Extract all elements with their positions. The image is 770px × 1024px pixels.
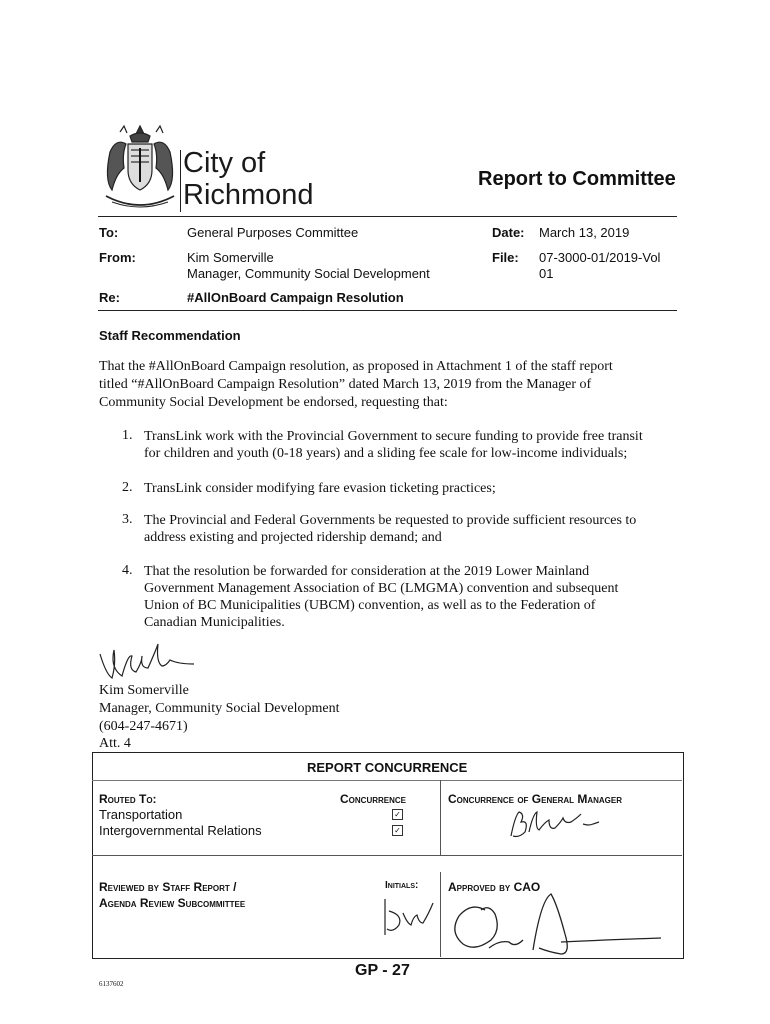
attachments-count: Att. 4 <box>99 736 131 751</box>
logo-city-of: City of <box>183 147 266 179</box>
file-value-line1: 07-3000-01/2019-Vol <box>539 250 661 265</box>
routed-item-intergovernmental: Intergovernmental Relations <box>99 823 262 838</box>
signer-title: Manager, Community Social Development <box>99 701 340 716</box>
item-3-number: 3. <box>122 512 133 527</box>
from-name: Kim Somerville <box>187 250 274 265</box>
item-4-line-1: That the resolution be forwarded for consideration at the 2019 Lower Mainland <box>144 564 590 579</box>
concurrence-mid-rule <box>92 855 682 856</box>
gm-concurrence-label: Concurrence of General Manager <box>448 792 623 806</box>
intro-line-3: Community Social Development be endorsed, requesting that: <box>99 395 448 410</box>
initials-label: Initials: <box>385 880 419 891</box>
reviewer-initials-signature <box>383 893 438 943</box>
logo-divider <box>180 150 181 212</box>
file-label: File: <box>492 250 519 265</box>
item-3-line-2: address existing and projected ridership demand; and <box>144 530 442 545</box>
logo-richmond: Richmond <box>183 179 314 211</box>
date-value: March 13, 2019 <box>539 225 630 240</box>
approved-by-cao-label: Approved by CAO <box>448 880 541 894</box>
to-value: General Purposes Committee <box>187 225 359 240</box>
header-rule <box>98 216 677 217</box>
gm-column-divider <box>440 780 441 855</box>
item-1-line-1: TransLink work with the Provincial Government to secure funding to provide free transit <box>144 429 643 444</box>
routed-to-label: Routed To: <box>99 792 157 806</box>
gm-signature <box>505 806 615 846</box>
signer-phone: (604-247-4671) <box>99 719 188 734</box>
item-2-line-1: TransLink consider modifying fare evasion ticketing practices; <box>144 481 496 496</box>
file-value-line2: 01 <box>539 266 554 281</box>
intro-line-2: titled “#AllOnBoard Campaign Resolution” dated March 13, 2019 from the Manager of <box>99 377 592 392</box>
doc-number: 6137602 <box>99 980 124 988</box>
item-4-line-4: Canadian Municipalities. <box>144 615 285 630</box>
item-4-line-2: Government Management Association of BC (LMGMA) convention and subsequent <box>144 581 619 596</box>
intro-line-1: That the #AllOnBoard Campaign resolution, as proposed in Attachment 1 of the staff report <box>99 359 613 374</box>
reviewed-line-1: Reviewed by Staff Report / <box>99 880 237 894</box>
item-1-line-2: for children and youth (0-18 years) and a sliding fee scale for low-income individuals; <box>144 446 628 461</box>
concurrence-checkbox-transportation: ✓ <box>392 809 403 820</box>
concurrence-column-label: Concurrence <box>340 792 407 806</box>
page-label: GP - 27 <box>355 962 410 979</box>
signer-name: Kim Somerville <box>99 683 189 698</box>
memo-bottom-rule <box>98 310 677 311</box>
re-label: Re: <box>99 290 120 305</box>
item-1-number: 1. <box>122 428 133 443</box>
to-label: To: <box>99 225 119 240</box>
item-2-number: 2. <box>122 480 133 495</box>
item-3-line-1: The Provincial and Federal Governments be requested to provide sufficient resources to <box>144 513 637 528</box>
recommendation-heading: Staff Recommendation <box>99 328 241 343</box>
concurrence-heading: REPORT CONCURRENCE <box>307 760 468 775</box>
item-4-line-3: Union of BC Municipalities (UBCM) convention, as well as to the Federation of <box>144 598 596 613</box>
item-4-number: 4. <box>122 563 133 578</box>
cao-column-divider <box>440 872 441 957</box>
from-title: Manager, Community Social Development <box>187 266 430 281</box>
city-crest-logo <box>100 122 180 212</box>
author-signature <box>96 642 206 684</box>
concurrence-heading-rule <box>92 780 682 781</box>
re-value: #AllOnBoard Campaign Resolution <box>187 290 404 305</box>
date-label: Date: <box>492 225 525 240</box>
routed-item-transportation: Transportation <box>99 807 183 822</box>
concurrence-checkbox-intergovernmental: ✓ <box>392 825 403 836</box>
reviewed-line-2: Agenda Review Subcommittee <box>99 896 246 910</box>
cao-signature <box>445 890 675 958</box>
from-label: From: <box>99 250 136 265</box>
report-title: Report to Committee <box>478 168 676 190</box>
